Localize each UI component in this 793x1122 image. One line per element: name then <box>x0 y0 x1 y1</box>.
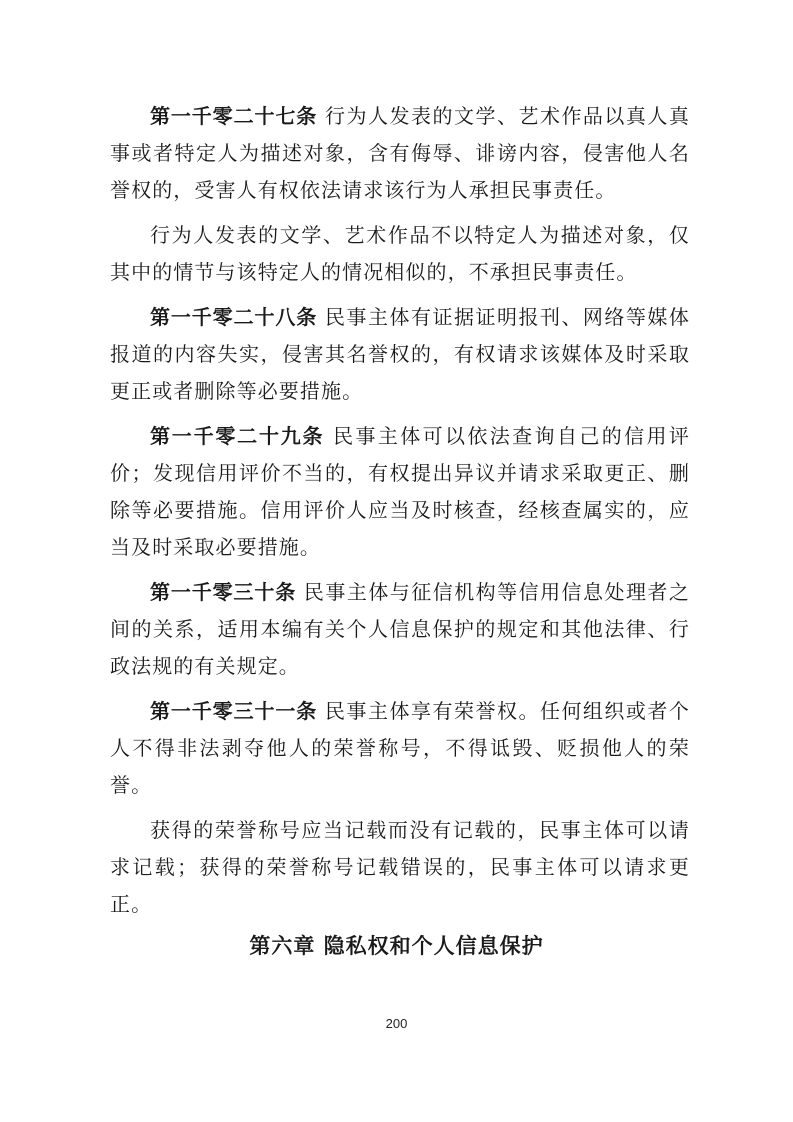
chapter-title: 第六章 隐私权和个人信息保护 <box>249 934 544 958</box>
article-text: 获得的荣誉称号应当记载而没有记载的，民事主体可以请求记载；获得的荣誉称号记载错误的，民事主体可以请求更正。 <box>110 818 690 916</box>
paragraph <box>110 418 690 566</box>
page-number: 200 <box>385 1016 408 1031</box>
article-text: 民事主体有证据证明报刊、网络等媒体报道的内容失实，侵害其名誉权的，有权请求该媒体及时采取更正或者删除等必要措施。 <box>110 305 691 403</box>
article-number: 第一千零二十七条 <box>150 104 318 128</box>
article-text: 行为人发表的文学、艺术作品不以特定人为描述对象，仅其中的情节与该特定人的情况相似的，不承担民事责任。 <box>110 223 690 284</box>
article-text: 民事主体可以依法查询自己的信用评价；发现信用评价不当的，有权提出异议并请求采取更正、删除等必要措施。信用评价人应当及时核查，经核查属实的，应当及时采取必要措施。 <box>110 424 690 559</box>
paragraph <box>110 812 690 923</box>
article-body <box>110 98 690 931</box>
article-number: 第一千零三十条 <box>150 580 297 604</box>
article-text: 行为人发表的文学、艺术作品以真人真事或者特定人为描述对象，含有侮辱、诽谤内容，侵害他人名誉权的，受害人有权依法请求该行为人承担民事责任。 <box>110 104 691 202</box>
paragraph <box>110 98 690 209</box>
article-number: 第一千零三十一条 <box>150 699 318 723</box>
paragraph <box>110 574 690 685</box>
paragraph <box>110 693 690 804</box>
paragraph <box>110 299 690 410</box>
article-text: 民事主体与征信机构等信用信息处理者之间的关系，适用本编有关个人信息保护的规定和其他法律、行政法规的有关规定。 <box>110 580 690 678</box>
article-number: 第一千零二十九条 <box>150 424 325 448</box>
paragraph <box>110 217 690 291</box>
article-text: 民事主体享有荣誉权。任何组织或者个人不得非法剥夺他人的荣誉称号，不得诋毁、贬损他人的荣誉。 <box>110 699 691 797</box>
article-number: 第一千零二十八条 <box>150 305 318 329</box>
